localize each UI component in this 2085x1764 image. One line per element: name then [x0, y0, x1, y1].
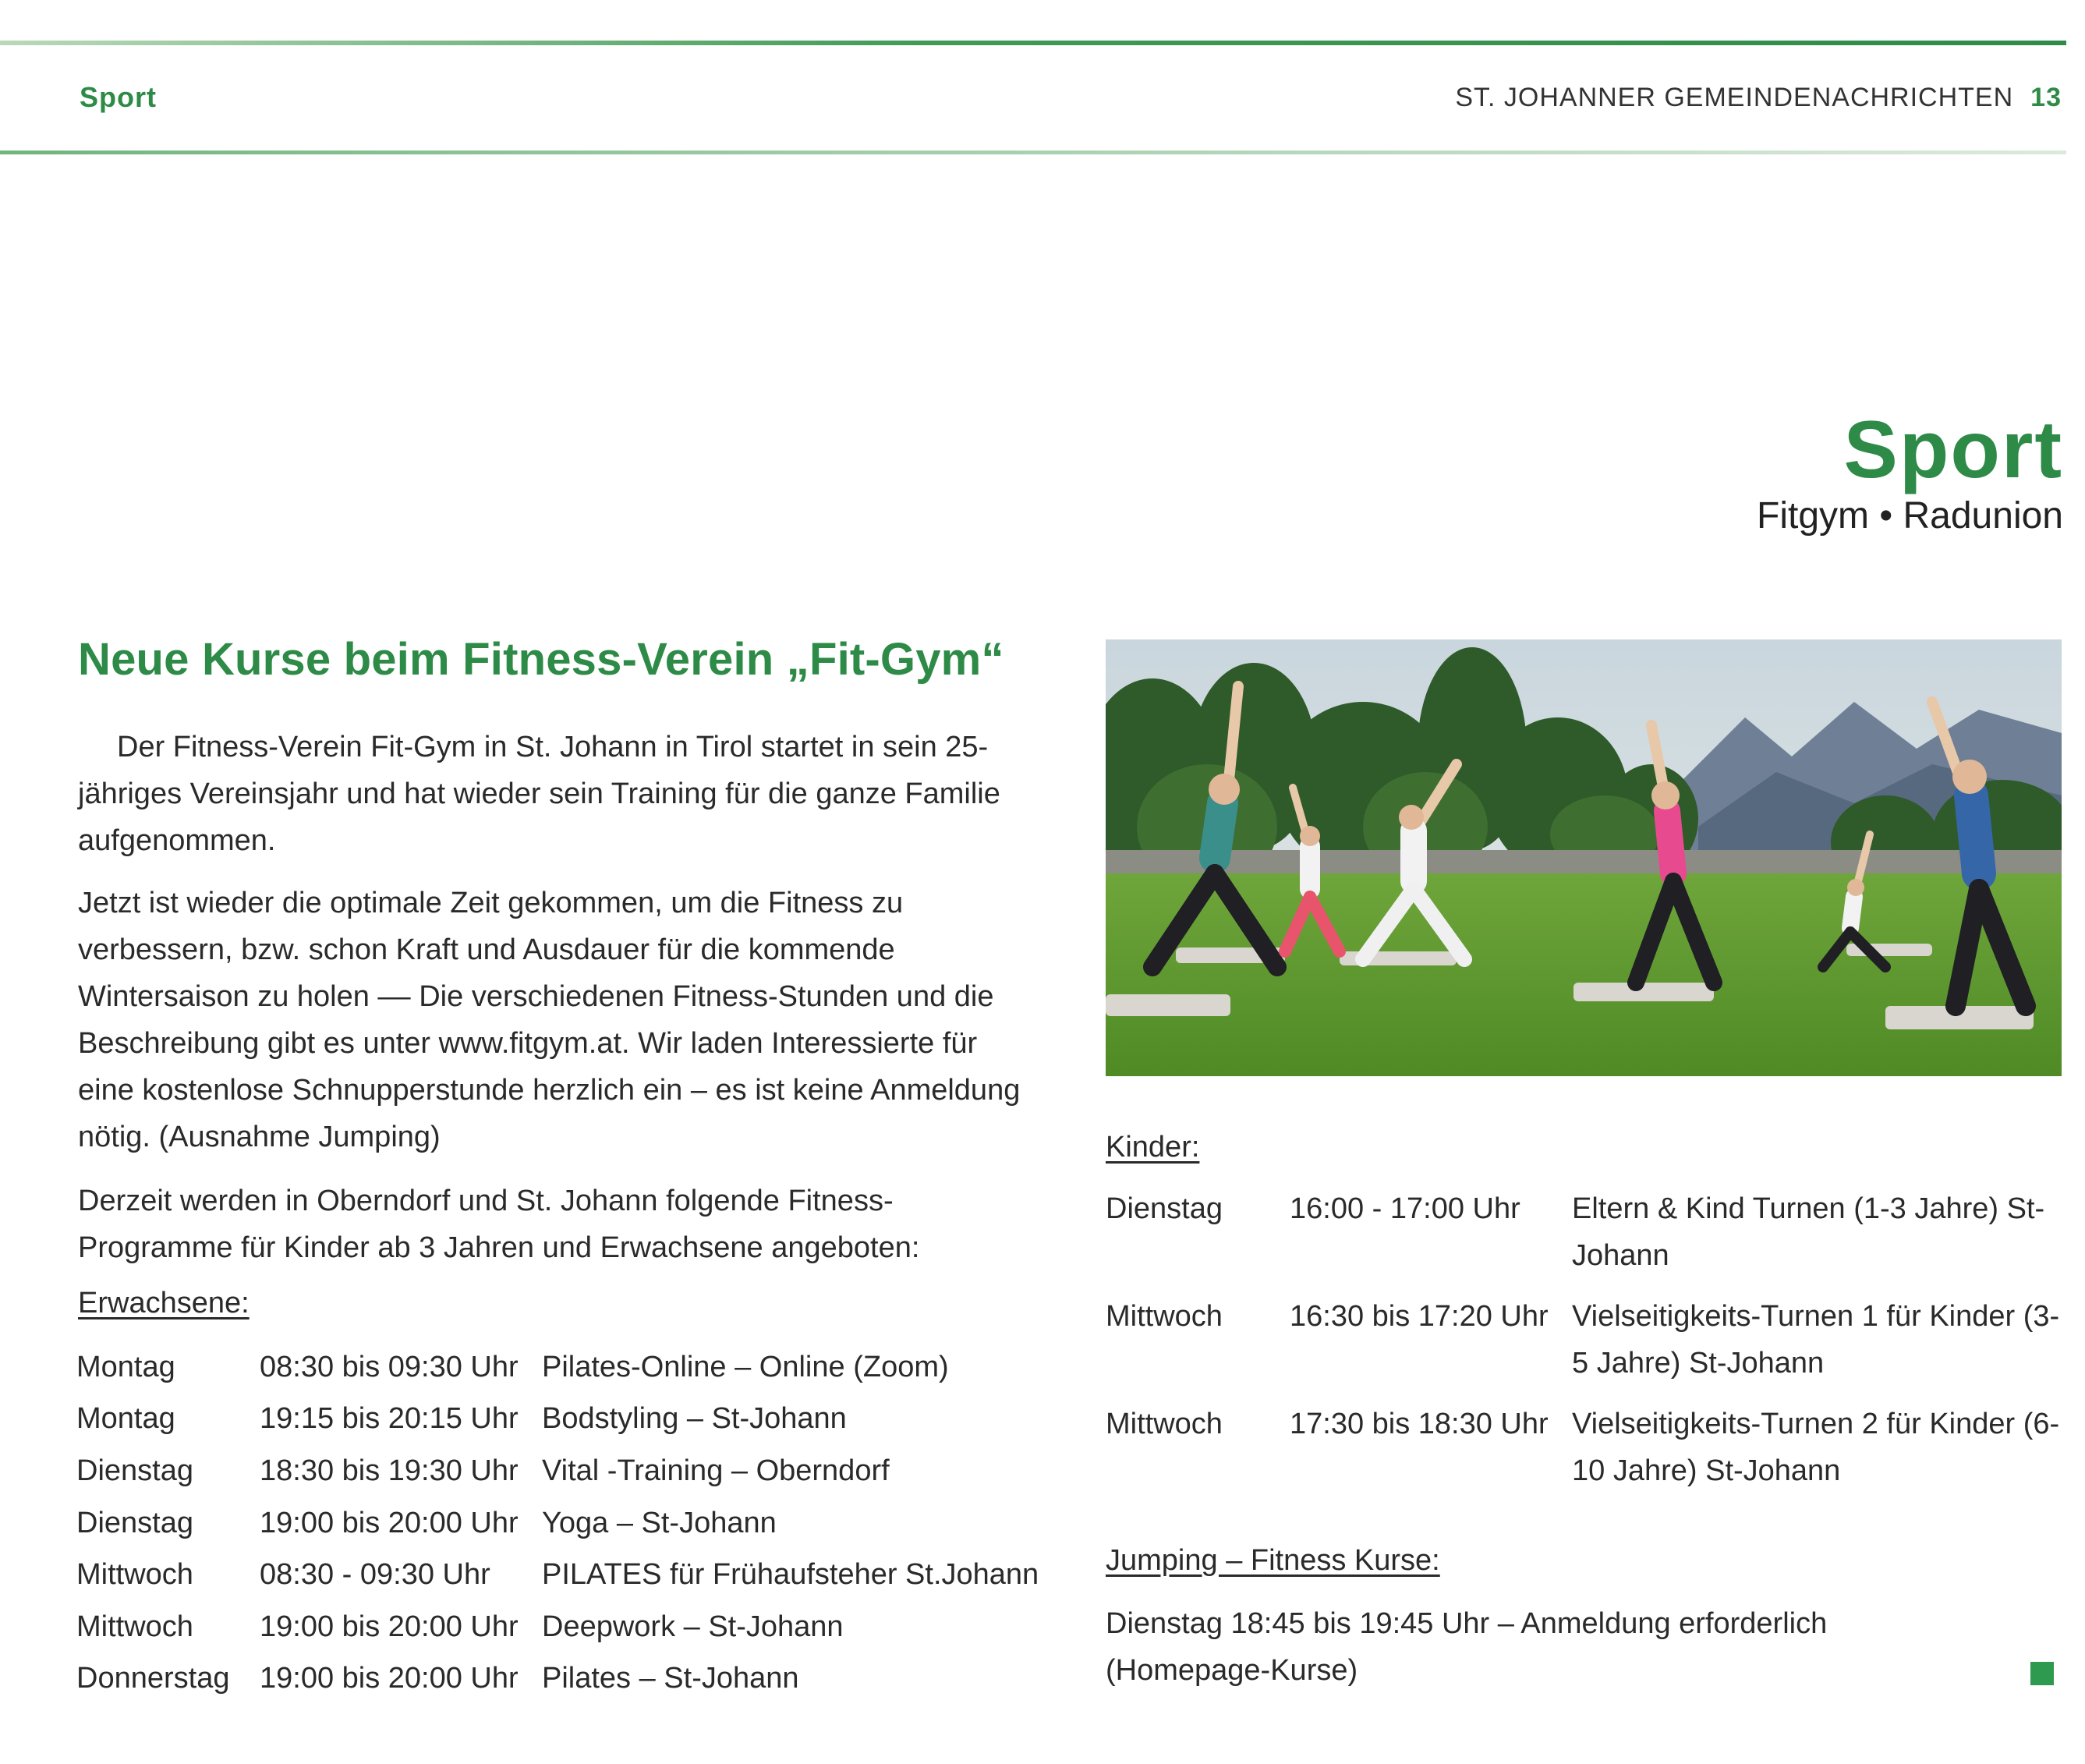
- schedule-time: 18:30 bis 19:30 Uhr: [260, 1454, 519, 1487]
- schedule-day: Dienstag: [76, 1454, 193, 1487]
- section-title: Sport: [1843, 405, 2063, 495]
- schedule-day: Montag: [76, 1350, 175, 1383]
- adults-heading: Erwachsene:: [78, 1287, 250, 1319]
- schedule-course: PILATES für Frühaufsteher St.Johann: [542, 1558, 1039, 1592]
- jumping-text: Dienstag 18:45 bis 19:45 Uhr – Anmeldung erforderlich (Homepage-Kurse): [1106, 1607, 1828, 1687]
- schedule-course: Vital -Training – Oberndorf: [542, 1454, 890, 1487]
- header-bottom-rule: [0, 151, 2066, 154]
- schedule-time: 19:00 bis 20:00 Uhr: [260, 1662, 519, 1695]
- schedule-day: Dienstag: [1106, 1192, 1223, 1225]
- schedule-course: Bodstyling – St-Johann: [542, 1402, 847, 1436]
- schedule-row: [1106, 1293, 2073, 1387]
- schedule-row: [76, 1601, 1039, 1653]
- adults-schedule: [76, 1341, 1039, 1705]
- schedule-row: [76, 1549, 1039, 1601]
- schedule-day: Mittwoch: [76, 1610, 193, 1643]
- schedule-time: 19:00 bis 20:00 Uhr: [260, 1506, 519, 1539]
- article-paragraph-2: Jetzt ist wieder die optimale Zeit gekommen, um die Fitness zu verbessern, bzw. schon Kraft und Ausdauer für die kommende Wintersaison zu holen –– Die verschiedenen Fitness-Stunden und die Beschreibung gibt es unter www.fitgym.at. Wir laden Interessierte für eine kostenlose Schnupperstunde herzlich ein – es ist keine Anmeldung nötig. (Ausnahme Jumping): [78, 887, 1021, 1153]
- publication-name: ST. JOHANNER GEMEINDENACHRICHTEN: [1455, 83, 2014, 112]
- schedule-row: [76, 1394, 1039, 1446]
- header-top-rule: [0, 41, 2066, 45]
- schedule-row: [76, 1497, 1039, 1550]
- schedule-course: Yoga – St-Johann: [542, 1506, 777, 1539]
- schedule-course: Vielseitigkeits-Turnen 2 für Kinder (6-10 Jahre) St-Johann: [1572, 1408, 2060, 1487]
- schedule-time: 08:30 bis 09:30 Uhr: [260, 1350, 519, 1383]
- schedule-course: Pilates – St-Johann: [542, 1662, 799, 1695]
- schedule-course: Eltern & Kind Turnen (1-3 Jahre) St-Johann: [1572, 1192, 2045, 1272]
- schedule-course: Deepwork – St-Johann: [542, 1610, 844, 1643]
- schedule-day: Dienstag: [76, 1506, 193, 1539]
- kids-schedule: [1106, 1185, 2073, 1508]
- yoga-class-illustration: [1106, 639, 2062, 1076]
- article-title: Neue Kurse beim Fitness-Verein „Fit-Gym“: [78, 634, 1004, 685]
- schedule-time: 19:00 bis 20:00 Uhr: [260, 1610, 519, 1643]
- schedule-time: 17:30 bis 18:30 Uhr: [1290, 1408, 1549, 1440]
- schedule-course: Vielseitigkeits-Turnen 1 für Kinder (3-5 Jahre) St-Johann: [1572, 1300, 2060, 1380]
- schedule-day: Mittwoch: [1106, 1408, 1223, 1440]
- schedule-row: [76, 1341, 1039, 1394]
- running-header-section: Sport: [80, 81, 157, 113]
- schedule-time: 16:00 - 17:00 Uhr: [1290, 1192, 1520, 1225]
- schedule-day: Montag: [76, 1402, 175, 1436]
- schedule-row: [1106, 1185, 2073, 1279]
- schedule-row: [1106, 1401, 2073, 1494]
- article-paragraph-3: Derzeit werden in Oberndorf und St. Johann folgende Fitness-Programme für Kinder ab 3 Jahren und Erwachsene angeboten:: [78, 1185, 920, 1264]
- kids-heading: Kinder:: [1106, 1131, 1200, 1164]
- schedule-course: Pilates-Online – Online (Zoom): [542, 1350, 949, 1383]
- schedule-day: Mittwoch: [1106, 1300, 1223, 1333]
- schedule-time: 16:30 bis 17:20 Uhr: [1290, 1300, 1549, 1333]
- schedule-time: 08:30 - 09:30 Uhr: [260, 1558, 490, 1592]
- schedule-row: [76, 1445, 1039, 1497]
- schedule-row: [76, 1653, 1039, 1706]
- jumping-heading: Jumping – Fitness Kurse:: [1106, 1544, 1440, 1577]
- yoga-class-photo: [1106, 639, 2062, 1076]
- section-subtitle: Fitgym • Radunion: [1757, 495, 2063, 537]
- page-number: 13: [2030, 83, 2062, 112]
- article-end-mark: [2030, 1662, 2054, 1685]
- schedule-time: 19:15 bis 20:15 Uhr: [260, 1402, 519, 1436]
- schedule-day: Mittwoch: [76, 1558, 193, 1592]
- schedule-day: Donnerstag: [76, 1662, 230, 1695]
- running-header-publication: [1455, 83, 2062, 113]
- article-paragraph-1: Der Fitness-Verein Fit-Gym in St. Johann in Tirol startet in sein 25-jähriges Vereinsjahr und hat wieder sein Training für die ganze Familie aufgenommen.: [78, 731, 1000, 857]
